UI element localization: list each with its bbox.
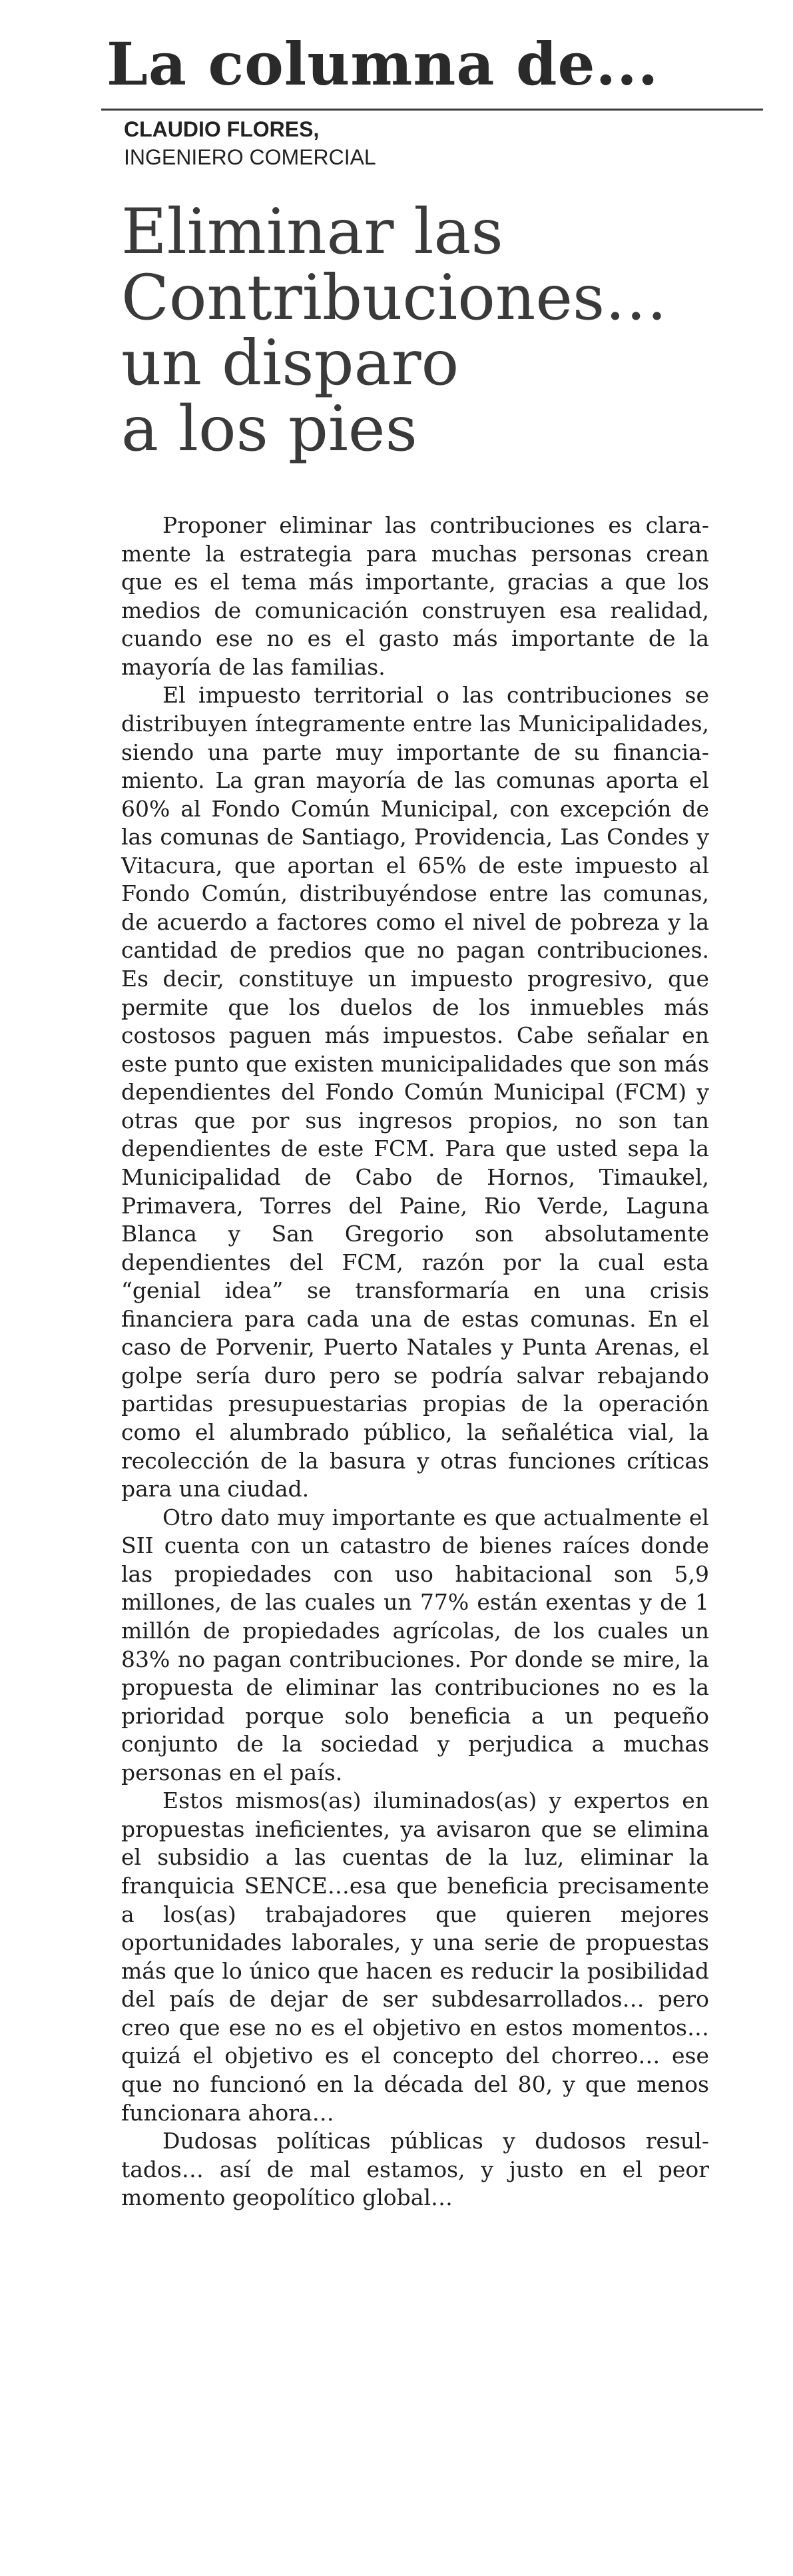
body-paragraph: Proponer eliminar las contribuciones es claramente la estrategia para muchas personas crean que es el tema más importante, gracias a que los medios de comunicación construyen esa realidad, cuando ese no es el gasto más importante de la mayoría de las familias. <box>121 512 709 680</box>
body-paragraph: Estos mismos(as) iluminados(as) y expertos en propuestas ineficientes, ya avisaron que se elimina el subsidio a las cuentas de la luz, eliminar la franquicia SENCE…esa que beneficia precisamente a los(as) trabajadores que quieren mejores oportunidades laborales, y una serie de propuestas más que lo único que hacen es reducir la posibilidad del país de dejar de ser subdesarrollados… pero creo que ese no es el objetivo en estos momentos… quizá el objetivo es el concepto del chorreo… ese que no funcionó en la década del 80, y que menos funcionara ahora… <box>121 1787 709 2126</box>
body-paragraph: Otro dato muy importante es que actualmente el SII cuenta con un catastro de bienes raíces donde las propiedades con uso habitacional son 5,9 millones, de las cuales un 77% están exentas y de 1 millón de propiedades agrícolas, de los cuales un 83% no pagan contribuciones. Por donde se mire, la propuesta de eliminar las contribuciones no es la prioridad porque solo beneficia a un pequeño conjunto de la sociedad y perjudica a muchas personas en el país. <box>121 1504 709 1785</box>
headline-line: Eliminar las <box>121 196 503 268</box>
body-paragraph: Dudosas políticas públicas y dudosos resultados… así de mal estamos, y justo en el peor momento geopolítico global… <box>121 2128 709 2211</box>
article-body <box>121 511 709 2212</box>
headline-line: Contribuciones… <box>121 261 668 334</box>
author-name: CLAUDIO FLORES, <box>124 117 320 141</box>
author-role: INGENIERO COMERCIAL <box>124 145 376 169</box>
body-paragraph: El impuesto territorial o las contribuciones se distribuyen íntegramente entre las Municipalidades, siendo una parte muy importante de su financiamiento. La gran mayoría de las comunas aporta el 60% al Fondo Común Municipal, con excepción de las comunas de Santiago, Providencia, Las Condes y Vitacura, que aportan el 65% de este impuesto al Fondo Común, distribuyéndose entre las comunas, de acuerdo a factores como el nivel de pobreza y la cantidad de predios que no pagan contribuciones. Es decir, constituye un impuesto progresivo, que permite que los duelos de los inmuebles más costosos paguen más impuestos. Cabe señalar en este punto que existen municipalidades que son más dependientes del Fondo Común Municipal (FCM) y otras que por sus ingresos propios, no son tan dependientes de este FCM. Para que usted sepa la Municipalidad de Cabo de Hornos, Timaukel, Primavera, Torres del Paine, Rio Verde, Laguna Blanca y San Gregorio son absolutamente dependientes del FCM, razón por la cual esta “genial idea” se transformaría en una crisis financiera para cada una de estas comunas. En el caso de Porvenir, Puerto Natales y Punta Arenas, el golpe sería duro pero se podría salvar rebajando partidas presupuestarias propias de la operación como el alumbrado público, la señalética vial, la recolección de la basura y otras funciones críticas para una ciudad. <box>121 682 709 1502</box>
title-underline-rule <box>101 109 763 111</box>
headline-line: a los pies <box>121 393 417 466</box>
section-title: La columna de... <box>107 29 659 99</box>
article-headline <box>121 196 760 466</box>
headline-line: un disparo <box>121 327 459 400</box>
